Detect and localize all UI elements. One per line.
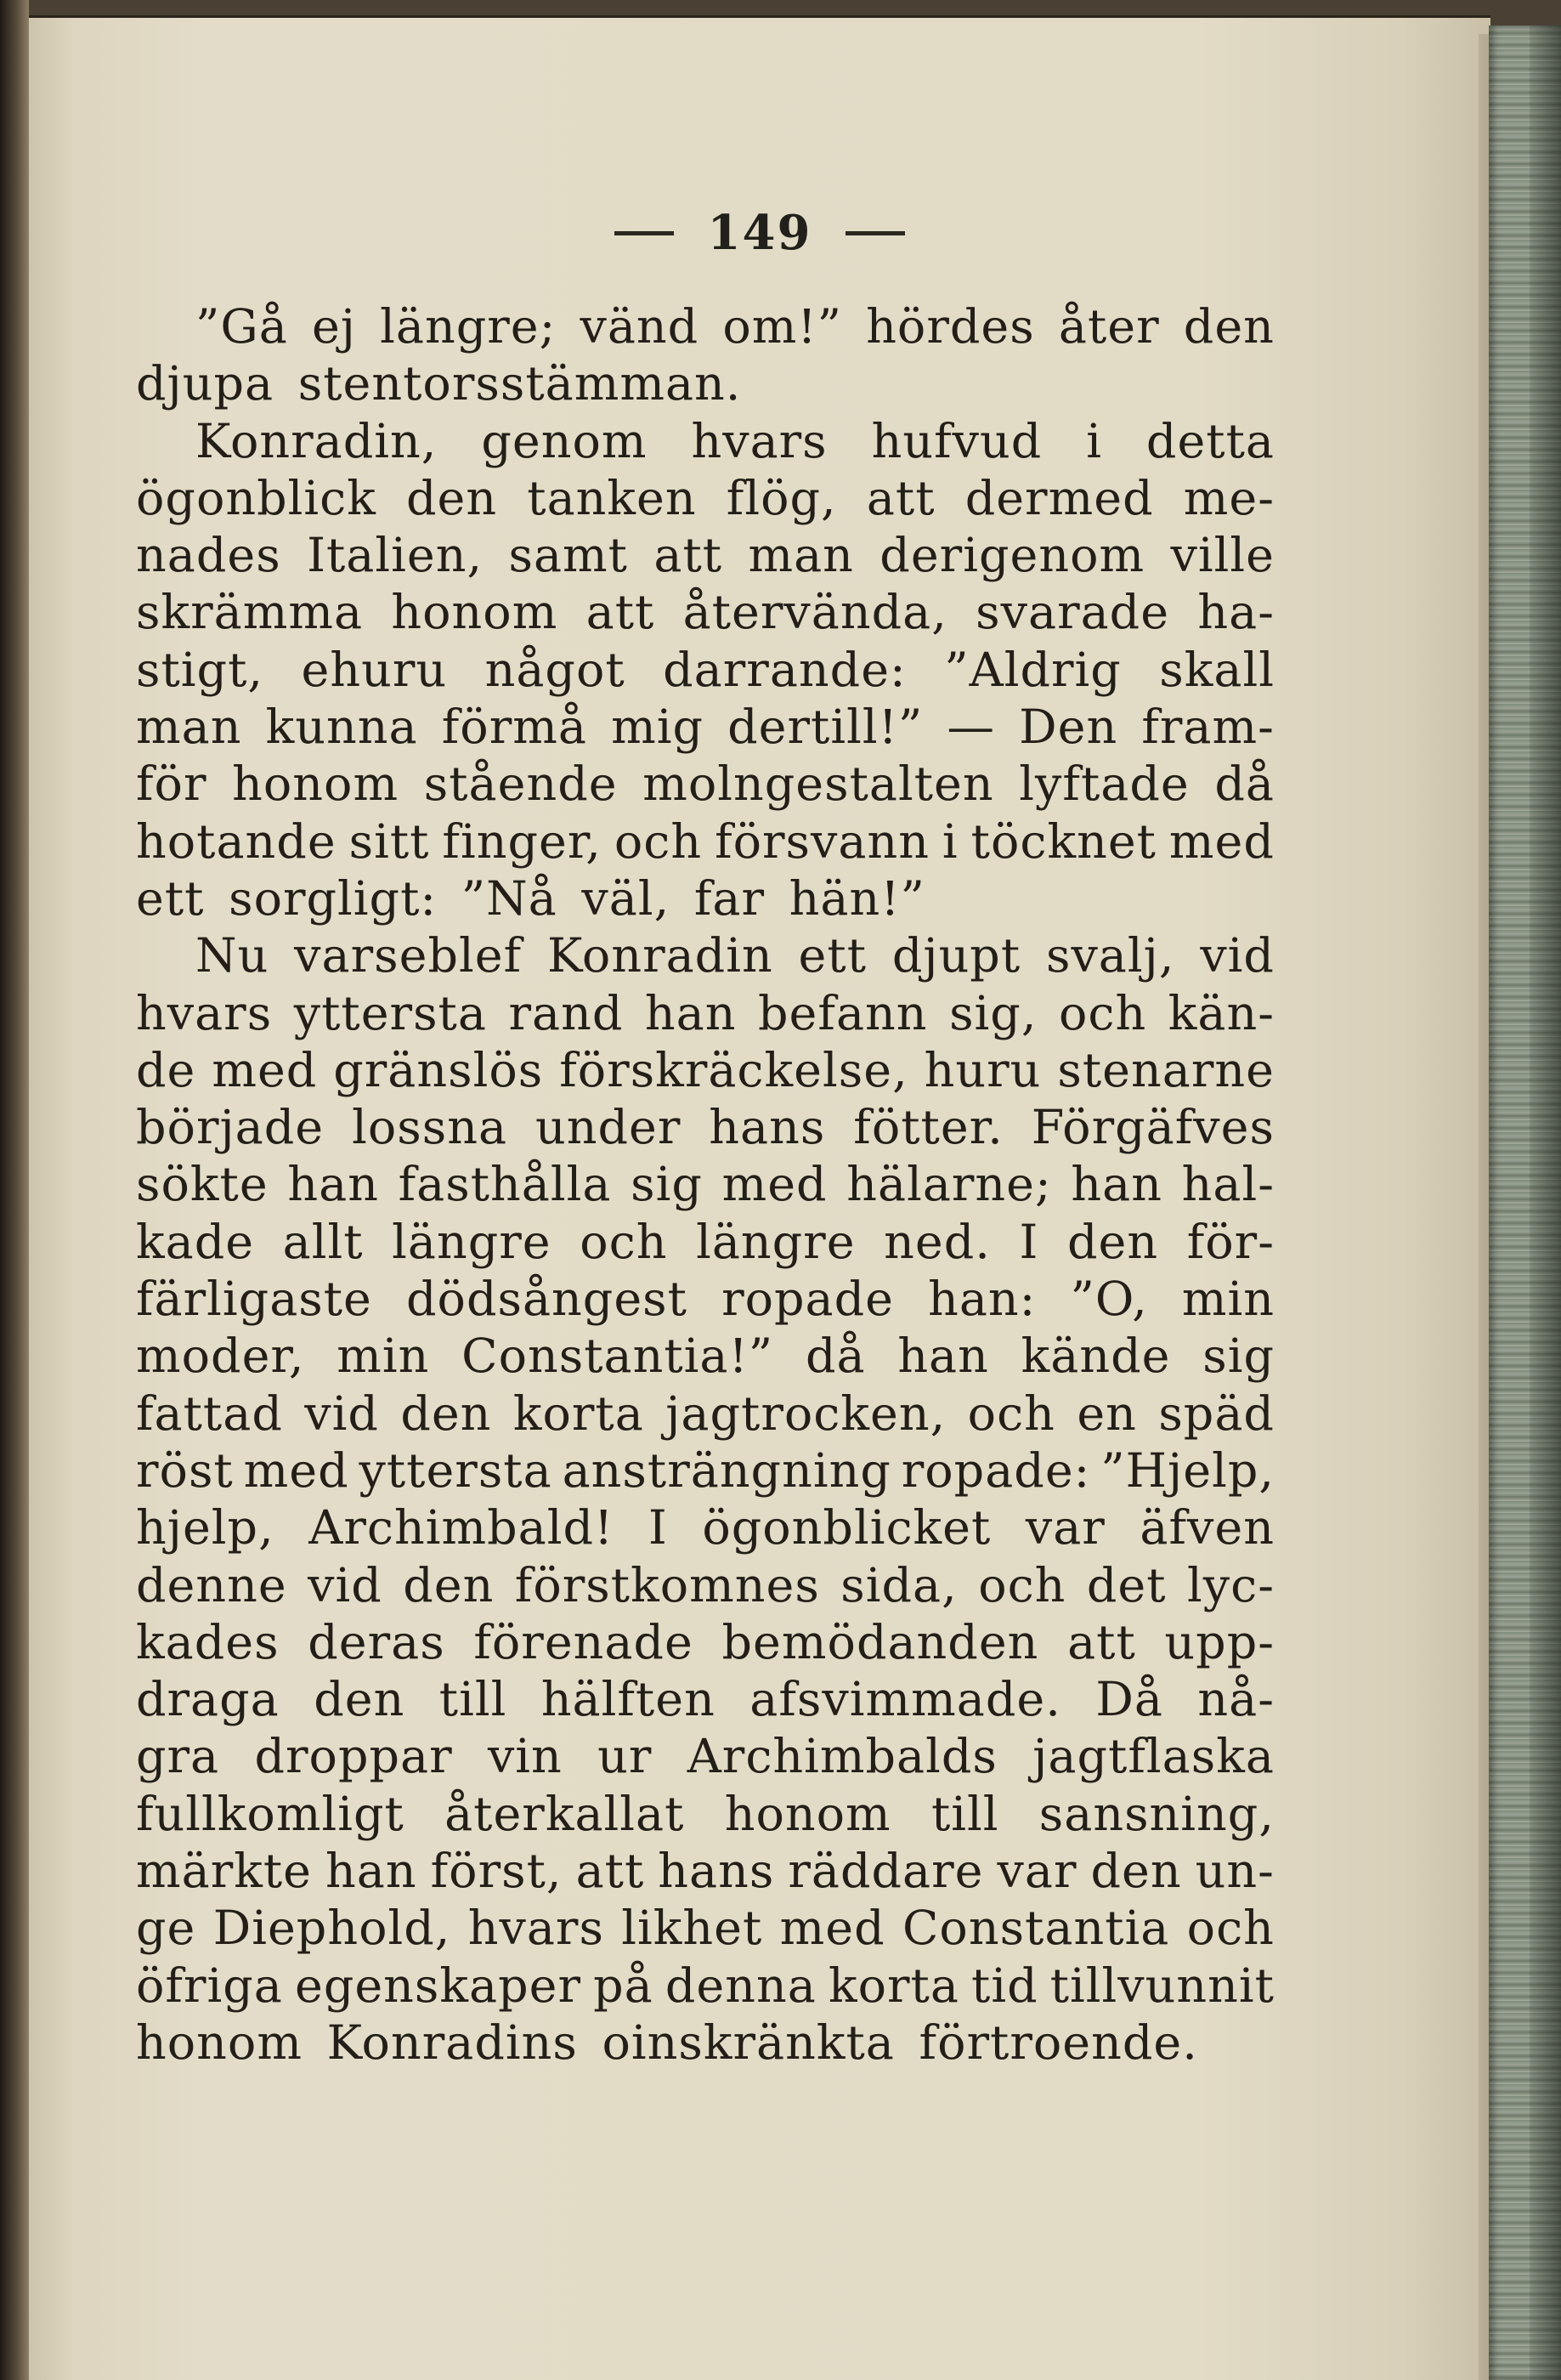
text-line [136, 1614, 1275, 1671]
word: Archimbald! [308, 1500, 614, 1556]
word: min [1181, 1272, 1275, 1328]
word: vid [1200, 928, 1275, 984]
word: då [1214, 756, 1275, 813]
word: honom [724, 1786, 891, 1842]
word: molngestalten [642, 756, 994, 813]
word: och [978, 1557, 1066, 1613]
word: hälarne; [846, 1157, 1052, 1213]
word: ehuru [301, 642, 448, 698]
word: fram- [1141, 700, 1275, 756]
word: hjelp, [136, 1500, 274, 1556]
word: den [314, 1672, 405, 1728]
word: Förgäfves [1031, 1100, 1275, 1156]
text-line [136, 1328, 1275, 1385]
word: var [997, 1844, 1077, 1900]
word: under [534, 1100, 682, 1156]
word: dermed [964, 470, 1154, 526]
word: sansning, [1038, 1786, 1275, 1842]
text-line [136, 1099, 1275, 1156]
word: Italien, [307, 528, 484, 584]
word: sig [1202, 1329, 1275, 1385]
word: Konradin, [195, 413, 438, 469]
word: började [136, 1100, 325, 1156]
word: hälften [540, 1672, 715, 1728]
word: hvars [467, 1901, 604, 1957]
word: att [1067, 1614, 1136, 1670]
word: tillvunnit [1049, 1958, 1275, 2014]
header-dash-left [614, 231, 674, 235]
word: hans [709, 1100, 826, 1156]
word: att [866, 470, 936, 526]
word: yttersta [359, 1442, 552, 1499]
text-line [136, 1843, 1275, 1900]
word: fötter. [853, 1100, 1004, 1156]
word: öfriga [136, 1958, 283, 2014]
word: ur [597, 1729, 653, 1785]
word: huru [924, 1042, 1042, 1098]
header-dash-right [846, 231, 905, 235]
text-line [136, 298, 1275, 355]
word: i [1086, 413, 1102, 469]
word: stående [423, 756, 618, 813]
word: på [593, 1958, 653, 2014]
word: Diephold, [212, 1901, 451, 1957]
word: hvars [136, 985, 273, 1041]
word: samt [508, 528, 628, 584]
word: han: [928, 1272, 1037, 1328]
word: Den [1019, 700, 1118, 756]
word: den [1067, 1214, 1159, 1270]
text-line [136, 1271, 1275, 1328]
word: längre [696, 1214, 856, 1270]
word: finger, [442, 813, 602, 870]
word: med [243, 1442, 349, 1499]
word: Constantia [902, 1901, 1170, 1957]
word: hal- [1181, 1157, 1275, 1213]
word: räddare [788, 1844, 984, 1900]
word: darrande: [663, 642, 907, 698]
body-text [136, 298, 1275, 2071]
word: kade [136, 1214, 255, 1270]
word: hördes [866, 299, 1035, 354]
word: vin [487, 1729, 563, 1785]
word: ögonblick [136, 470, 376, 526]
book-page [29, 15, 1490, 2380]
page-header [29, 205, 1490, 261]
text-line [136, 470, 1275, 527]
word: han [644, 985, 737, 1041]
word: I [1019, 1214, 1039, 1270]
word: sig, [949, 985, 1038, 1041]
word: deras [308, 1614, 445, 1670]
word: ”O, [1070, 1272, 1148, 1328]
text-line [136, 1214, 1275, 1271]
word: längre; [380, 299, 557, 354]
word: han [325, 1844, 417, 1900]
word: ropade [721, 1272, 894, 1328]
word: en [1077, 1386, 1137, 1442]
word: den [1090, 1844, 1182, 1900]
word: förskräckelse, [559, 1042, 908, 1098]
text-line [136, 584, 1275, 641]
word: vid [304, 1386, 379, 1442]
word: gra [136, 1729, 220, 1785]
text-line [136, 756, 1275, 813]
word: återvända, [682, 585, 947, 641]
word: och [967, 1386, 1055, 1442]
line-text: djupa stentorsstämman. [136, 356, 742, 412]
word: ett [798, 928, 867, 984]
binding-shadow [0, 0, 29, 2380]
word: för- [1186, 1214, 1275, 1270]
word: mig [611, 700, 704, 756]
word: med [1168, 813, 1275, 870]
word: förmå [441, 700, 587, 756]
text-line [136, 1557, 1275, 1614]
word: töcknet [970, 813, 1157, 870]
word: skrämma [136, 585, 364, 641]
word: försvann [715, 813, 930, 870]
word: och [1186, 1901, 1275, 1957]
text-line [136, 1156, 1275, 1213]
word: skall [1159, 642, 1275, 698]
word: droppar [254, 1729, 453, 1785]
word: man [136, 700, 242, 756]
word: un- [1195, 1844, 1275, 1900]
word: det [1086, 1557, 1167, 1613]
word: och [580, 1214, 668, 1270]
line-text: honom Konradins oinskränkta förtroende. [136, 2014, 1198, 2071]
text-line [136, 355, 1275, 412]
word: gränslös [333, 1042, 544, 1098]
word: hotande [136, 813, 337, 870]
text-line [136, 413, 1275, 470]
word: Constantia!” [461, 1329, 774, 1385]
word: Archimbalds [687, 1729, 998, 1785]
word: Konradin [546, 928, 773, 984]
word: märkte [136, 1844, 313, 1900]
word: den [1183, 299, 1275, 354]
word: kän- [1168, 985, 1275, 1041]
word: afsvimmade. [749, 1672, 1061, 1728]
word: lyftade [1019, 756, 1190, 813]
text-line [136, 1900, 1275, 1957]
word: med [721, 1157, 828, 1213]
word: ”Gå [195, 299, 288, 354]
word: förstkomnes [514, 1557, 820, 1613]
word: egenskaper [294, 1958, 582, 2014]
word: flög, [726, 470, 837, 526]
word: honom [232, 756, 399, 813]
word: med [212, 1042, 318, 1098]
word: rand [508, 985, 624, 1041]
word: för [136, 756, 207, 813]
word: denna [665, 1958, 817, 2014]
word: om!” [722, 299, 843, 354]
word: genom [481, 413, 648, 469]
word: allt [282, 1214, 364, 1270]
word: då [805, 1329, 866, 1385]
word: derigenom [879, 528, 1145, 584]
word: lossna [352, 1100, 508, 1156]
word: ”Hjelp, [1100, 1442, 1275, 1499]
word: var [1025, 1500, 1106, 1556]
word: färligaste [136, 1272, 372, 1328]
word: varseblef [294, 928, 523, 984]
text-line [136, 985, 1275, 1042]
word: lyc- [1187, 1557, 1275, 1613]
word: denne [136, 1557, 287, 1613]
word: nå- [1197, 1672, 1275, 1728]
text-line [136, 699, 1275, 756]
word: nades [136, 528, 281, 584]
word: han [1071, 1157, 1162, 1213]
word: ansträngning [562, 1442, 891, 1499]
word: sig [631, 1157, 703, 1213]
word: tanken [527, 470, 697, 526]
text-line [136, 1442, 1275, 1499]
word: de [136, 1042, 196, 1098]
word: den [400, 1386, 492, 1442]
word: svarade [976, 585, 1170, 641]
word: upp- [1164, 1614, 1275, 1670]
page-number: 149 [707, 205, 812, 261]
word: och [614, 813, 703, 870]
word: späd [1158, 1386, 1275, 1442]
word: kunna [265, 700, 418, 756]
word: fattad [136, 1386, 283, 1442]
word: och [1059, 985, 1147, 1041]
word: vid [308, 1557, 382, 1613]
word: längre [392, 1214, 551, 1270]
line-text: ett sorgligt: ”Nå väl, far hän!” [136, 870, 925, 926]
word: den [403, 1557, 495, 1613]
word: ned. [884, 1214, 991, 1270]
text-line [136, 1958, 1275, 2014]
word: att [653, 528, 723, 584]
word: till [438, 1672, 507, 1728]
word: ville [1170, 528, 1275, 584]
word: att [585, 585, 655, 641]
text-line [136, 2014, 1275, 2071]
text-line [136, 642, 1275, 699]
text-line [136, 1386, 1275, 1442]
text-line [136, 1728, 1275, 1785]
text-line [136, 1499, 1275, 1556]
word: först, [430, 1844, 563, 1900]
text-line [136, 870, 1275, 927]
word: äfven [1140, 1500, 1275, 1556]
word: befann [758, 985, 928, 1041]
word: likhet [621, 1901, 763, 1957]
text-line [136, 1786, 1275, 1843]
text-line [136, 927, 1275, 984]
word: den [406, 470, 498, 526]
word: förenade [473, 1614, 693, 1670]
word: ropade: [901, 1442, 1091, 1499]
word: ha- [1197, 585, 1275, 641]
word: i [942, 813, 959, 870]
word: — [947, 700, 995, 756]
word: sida, [840, 1557, 958, 1613]
word: yttersta [293, 985, 487, 1041]
word: ge [136, 1901, 196, 1957]
text-line [136, 1042, 1275, 1099]
word: något [484, 642, 625, 698]
word: dertill!” [727, 700, 924, 756]
word: jagtflaska [1032, 1729, 1275, 1785]
word: återkallat [444, 1786, 685, 1842]
word: korta [512, 1386, 644, 1442]
word: tid [971, 1958, 1038, 2014]
word: honom [391, 585, 558, 641]
word: I [648, 1500, 668, 1556]
word: vänd [580, 299, 699, 354]
word: detta [1145, 413, 1275, 469]
word: sitt [348, 813, 430, 870]
word: han [287, 1157, 379, 1213]
word: man [748, 528, 854, 584]
word: stenarne [1057, 1042, 1275, 1098]
word: att [575, 1844, 645, 1900]
word: ögonblicket [702, 1500, 992, 1556]
word: djupt [891, 928, 1021, 984]
word: draga [136, 1672, 280, 1728]
word: ”Aldrig [944, 642, 1122, 698]
word: hvars [691, 413, 828, 469]
word: fullkomligt [136, 1786, 404, 1842]
word: kades [136, 1614, 280, 1670]
word: me- [1183, 470, 1275, 526]
word: han [897, 1329, 989, 1385]
word: ej [311, 299, 356, 354]
word: fasthålla [398, 1157, 612, 1213]
word: svalj, [1045, 928, 1175, 984]
word: bemödanden [721, 1614, 1039, 1670]
word: korta [828, 1958, 959, 2014]
word: till [930, 1786, 999, 1842]
word: hans [658, 1844, 775, 1900]
word: Nu [195, 928, 269, 984]
word: moder, [136, 1329, 305, 1385]
text-line [136, 1671, 1275, 1728]
word: hufvud [871, 413, 1043, 469]
word: jagtrocken, [665, 1386, 947, 1442]
word: min [337, 1329, 430, 1385]
word: kände [1021, 1329, 1171, 1385]
word: dödsångest [406, 1272, 687, 1328]
word: med [779, 1901, 885, 1957]
word: Då [1095, 1672, 1163, 1728]
text-line [136, 813, 1275, 870]
word: stigt, [136, 642, 264, 698]
page-edges-shade [1530, 26, 1561, 2380]
word: åter [1058, 299, 1160, 354]
word: röst [136, 1442, 234, 1499]
text-line [136, 527, 1275, 584]
word: sökte [136, 1157, 269, 1213]
